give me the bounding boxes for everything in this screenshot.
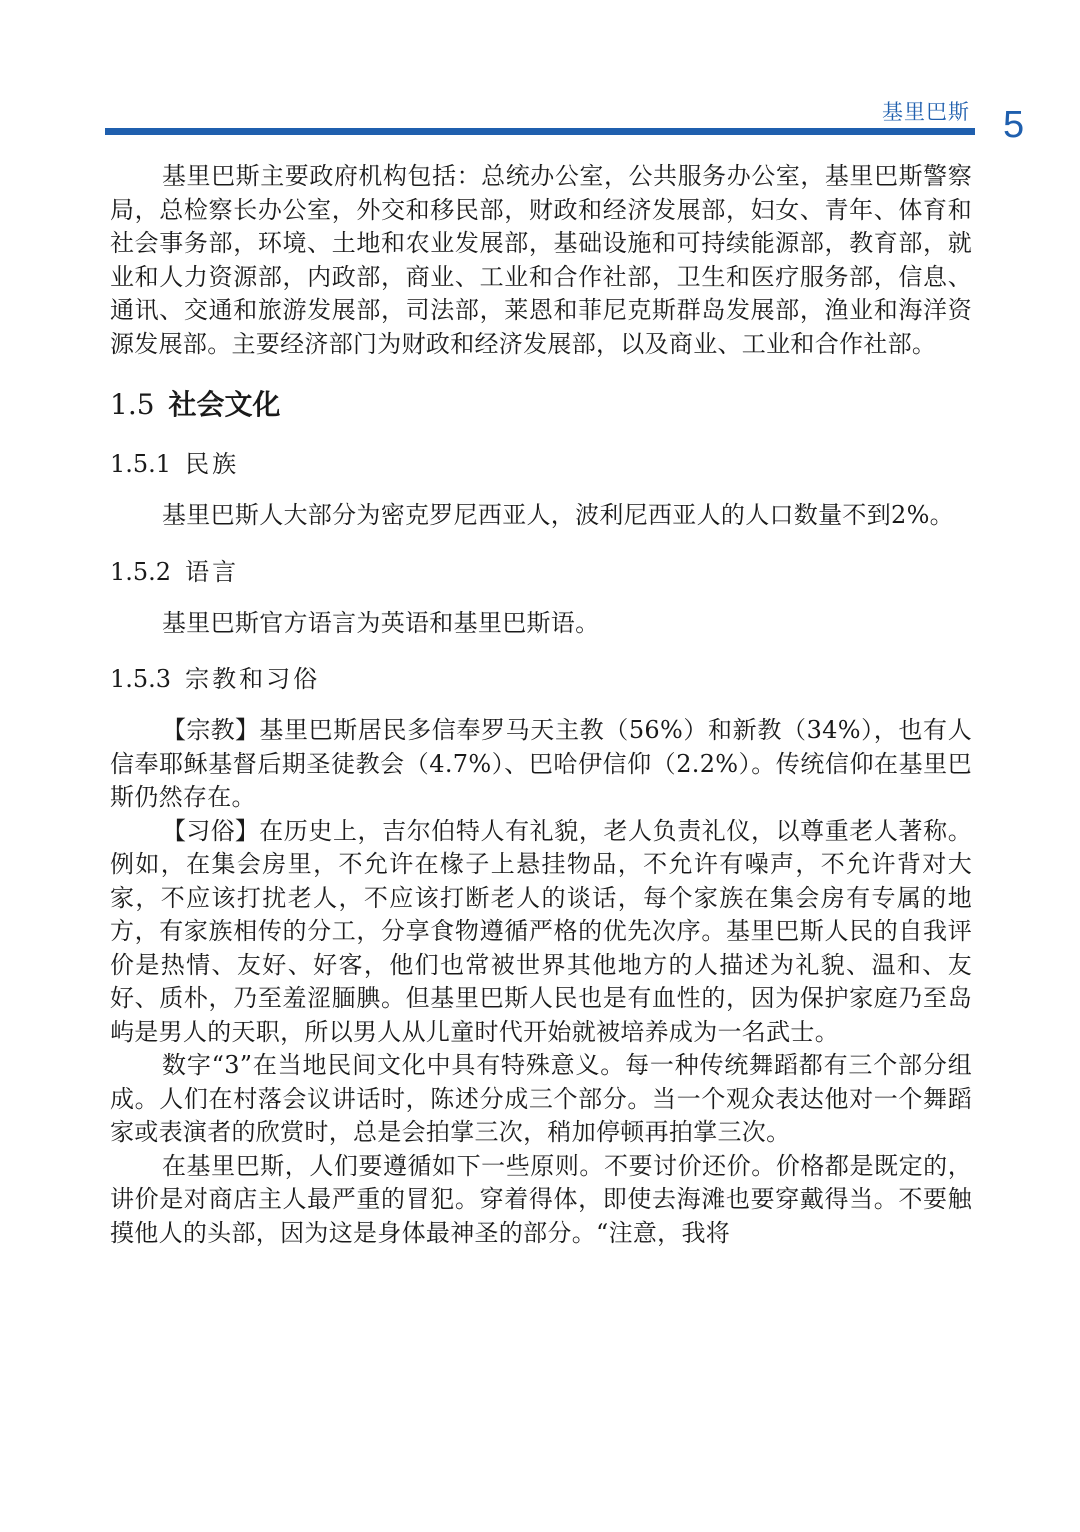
subsection-number: 1.5.1	[110, 450, 172, 478]
subsection-title: 民族	[185, 450, 240, 478]
subsection-heading-1-5-2	[110, 555, 972, 589]
subsection-title: 宗教和习俗	[185, 665, 321, 693]
section-title: 社会文化	[168, 388, 281, 421]
ethnicity-paragraph: 基里巴斯人大部分为密克罗尼西亚人，波利尼西亚人的人口数量不到2%。	[162, 501, 954, 529]
intro-paragraph: 基里巴斯主要政府机构包括：总统办公室，公共服务办公室，基里巴斯警察局，总检察长办公室，外交和移民部，财政和经济发展部，妇女、青年、体育和社会事务部，环境、土地和农业发展部，基础设施和可持续能源部，教育部，就业和人力资源部，内政部，商业、工业和合作社部，卫生和医疗服务部，信息、通讯、交通和旅游发展部，司法部，莱恩和菲尼克斯群岛发展部，渔业和海洋资源发展部。主要经济部门为财政和经济发展部，以及商业、工业和合作社部。	[110, 162, 972, 358]
subsection-heading-1-5-3	[110, 662, 972, 696]
number-three-paragraph: 数字“3”在当地民间文化中具有特殊意义。每一种传统舞蹈都有三个部分组成。人们在村落会议讲话时，陈述分成三个部分。当一个观众表达他对一个舞蹈家或表演者的欣赏时，总是会拍掌三次，稍加停顿再拍掌三次。	[110, 1051, 972, 1146]
subsection-heading-1-5-1	[110, 447, 972, 481]
subsection-title: 语言	[185, 557, 240, 586]
custom-tag: 【习俗】	[162, 816, 260, 845]
subsection-number: 1.5.2	[110, 557, 172, 586]
custom-text: 在历史上，吉尔伯特人有礼貌，老人负责礼仪，以尊重老人著称。例如，在集会房里，不允许在椽子上悬挂物品，不允许有噪声，不允许背对大家，不应该打扰老人，不应该打断老人的谈话，每个家族在集会房有专属的地方，有家族相传的分工，分享食物遵循严格的优先次序。基里巴斯人民的自我评价是热情、友好、好客，他们也常被世界其他地方的人描述为礼貌、温和、友好、质朴，乃至羞涩腼腆。但基里巴斯人民也是有血性的，因为保护家庭乃至岛屿是男人的天职，所以男人从儿童时代开始就被培养成为一名武士。	[110, 816, 973, 1046]
section-heading-1-5	[110, 385, 972, 425]
language-paragraph: 基里巴斯官方语言为英语和基里巴斯语。	[162, 608, 600, 637]
running-title: 基里巴斯	[882, 100, 970, 124]
religion-text: 基里巴斯居民多信奉罗马天主教（56%）和新教（34%），也有人信奉耶稣基督后期圣徒教会（4.7%）、巴哈伊信仰（2.2%）。传统信仰在基里巴斯仍然存在。	[110, 716, 972, 811]
custom-paragraph	[110, 815, 972, 1050]
subsection-number: 1.5.3	[110, 665, 172, 693]
section-number: 1.5	[110, 388, 155, 421]
rules-paragraph: 在基里巴斯，人们要遵循如下一些原则。不要讨价还价。价格都是既定的，讲价是对商店主人最严重的冒犯。穿着得体，即使去海滩也要穿戴得当。不要触摸他人的头部，因为这是身体最神圣的部分。“注意，我将	[110, 1151, 972, 1247]
header-rule	[105, 128, 975, 135]
body-text	[110, 160, 972, 1250]
religion-tag: 【宗教】	[162, 716, 260, 744]
religion-paragraph	[110, 714, 972, 815]
page-number: 5	[1003, 104, 1025, 146]
